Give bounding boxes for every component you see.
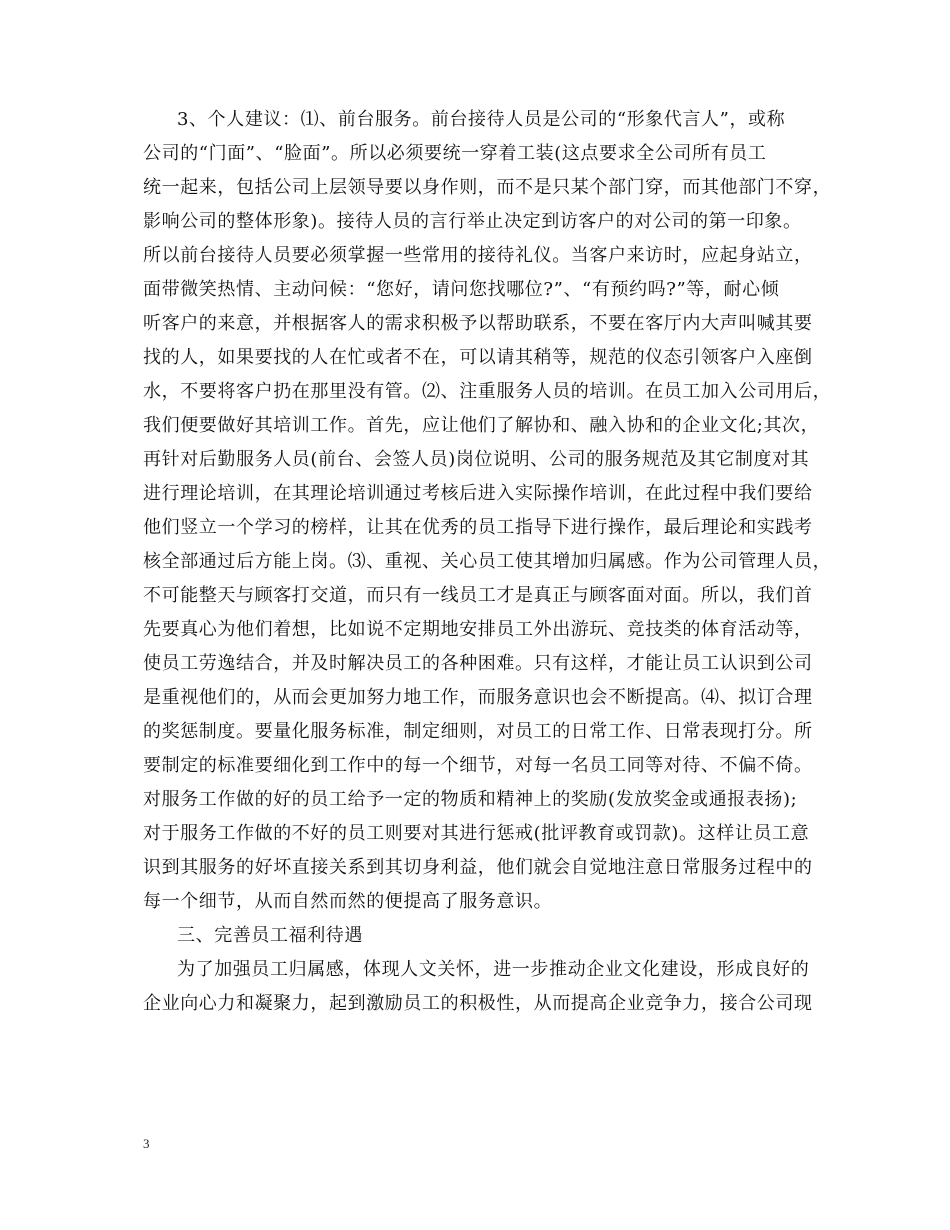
text-line: 找的人，如果要找的人在忙或者不在，可以请其稍等，规范的仪态引领客户入座倒 bbox=[143, 347, 813, 368]
text-line: 公司的“门面”、“脸面”。所以必须要统一穿着工装(这点要求全公司所有员工 bbox=[143, 143, 767, 164]
text-line: 进行理论培训，在其理论培训通过考核后进入实际操作培训，在此过程中我们要给 bbox=[143, 483, 813, 504]
text-line: 使员工劳逸结合，并及时解决员工的各种困难。只有这样，才能让员工认识到公司 bbox=[143, 653, 813, 674]
text-line: 对服务工作做的好的员工给予一定的物质和精神上的奖励(发放奖金或通报表扬); bbox=[143, 789, 798, 810]
text-line: 为了加强员工归属感，体现人文关怀，进一步推动企业文化建设，形成良好的 bbox=[177, 959, 810, 980]
section-heading: 三、完善员工福利待遇 bbox=[177, 925, 363, 946]
text-line: 是重视他们的，从而会更加努力地工作，而服务意识也会不断提高。⑷、拟订合理 bbox=[143, 687, 813, 708]
text-line: 3、个人建议：⑴、前台服务。前台接待人员是公司的“形象代言人”，或称 bbox=[177, 109, 786, 130]
text-line: 对于服务工作做的不好的员工则要对其进行惩戒(批评教育或罚款)。这样让员工意 bbox=[143, 823, 810, 844]
text-line: 先要真心为他们着想，比如说不定期地安排员工外出游玩、竞技类的体育活动等， bbox=[143, 619, 813, 640]
page-number: 3 bbox=[143, 1136, 150, 1151]
text-line: 每一个细节，从而自然而然的便提高了服务意识。 bbox=[143, 891, 553, 912]
text-line: 企业向心力和凝聚力，起到激励员工的积极性，从而提高企业竞争力，接合公司现 bbox=[143, 993, 813, 1014]
text-line: 识到其服务的好坏直接关系到其切身利益，他们就会自觉地注意日常服务过程中的 bbox=[143, 857, 813, 878]
text-line: 面带微笑热情、主动问候：“您好，请问您找哪位?”、“有预约吗?”等，耐心倾 bbox=[143, 279, 780, 300]
text-line: 的奖惩制度。要量化服务标准，制定细则，对员工的日常工作、日常表现打分。所 bbox=[143, 721, 813, 742]
text-line: 影响公司的整体形象)。接待人员的言行举止决定到访客户的对公司的第一印象。 bbox=[143, 211, 802, 232]
text-line: 所以前台接待人员要必须掌握一些常用的接待礼仪。当客户来访时，应起身站立， bbox=[143, 245, 813, 266]
text-line: 不可能整天与顾客打交道，而只有一线员工才是真正与顾客面对面。所以，我们首 bbox=[143, 585, 813, 606]
text-line: 核全部通过后方能上岗。⑶、重视、关心员工使其增加归属感。作为公司管理人员， bbox=[143, 551, 832, 572]
text-line: 再针对后勤服务人员(前台、会签人员)岗位说明、公司的服务规范及其它制度对其 bbox=[143, 449, 810, 470]
text-line: 我们便要做好其培训工作。首先，应让他们了解协和、融入协和的企业文化;其次， bbox=[143, 415, 820, 436]
text-line: 听客户的来意，并根据客人的需求积极予以帮助联系，不要在客厅内大声叫喊其要 bbox=[143, 313, 813, 334]
text-line: 要制定的标准要细化到工作中的每一个细节，对每一名员工同等对待、不偏不倚。 bbox=[143, 755, 813, 776]
text-line: 统一起来，包括公司上层领导要以身作则，而不是只某个部门穿，而其他部门不穿， bbox=[143, 177, 832, 198]
text-line: 他们竖立一个学习的榜样，让其在优秀的员工指导下进行操作，最后理论和实践考 bbox=[143, 517, 813, 538]
text-line: 水，不要将客户扔在那里没有管。⑵、注重服务人员的培训。在员工加入公司用后， bbox=[143, 381, 832, 402]
